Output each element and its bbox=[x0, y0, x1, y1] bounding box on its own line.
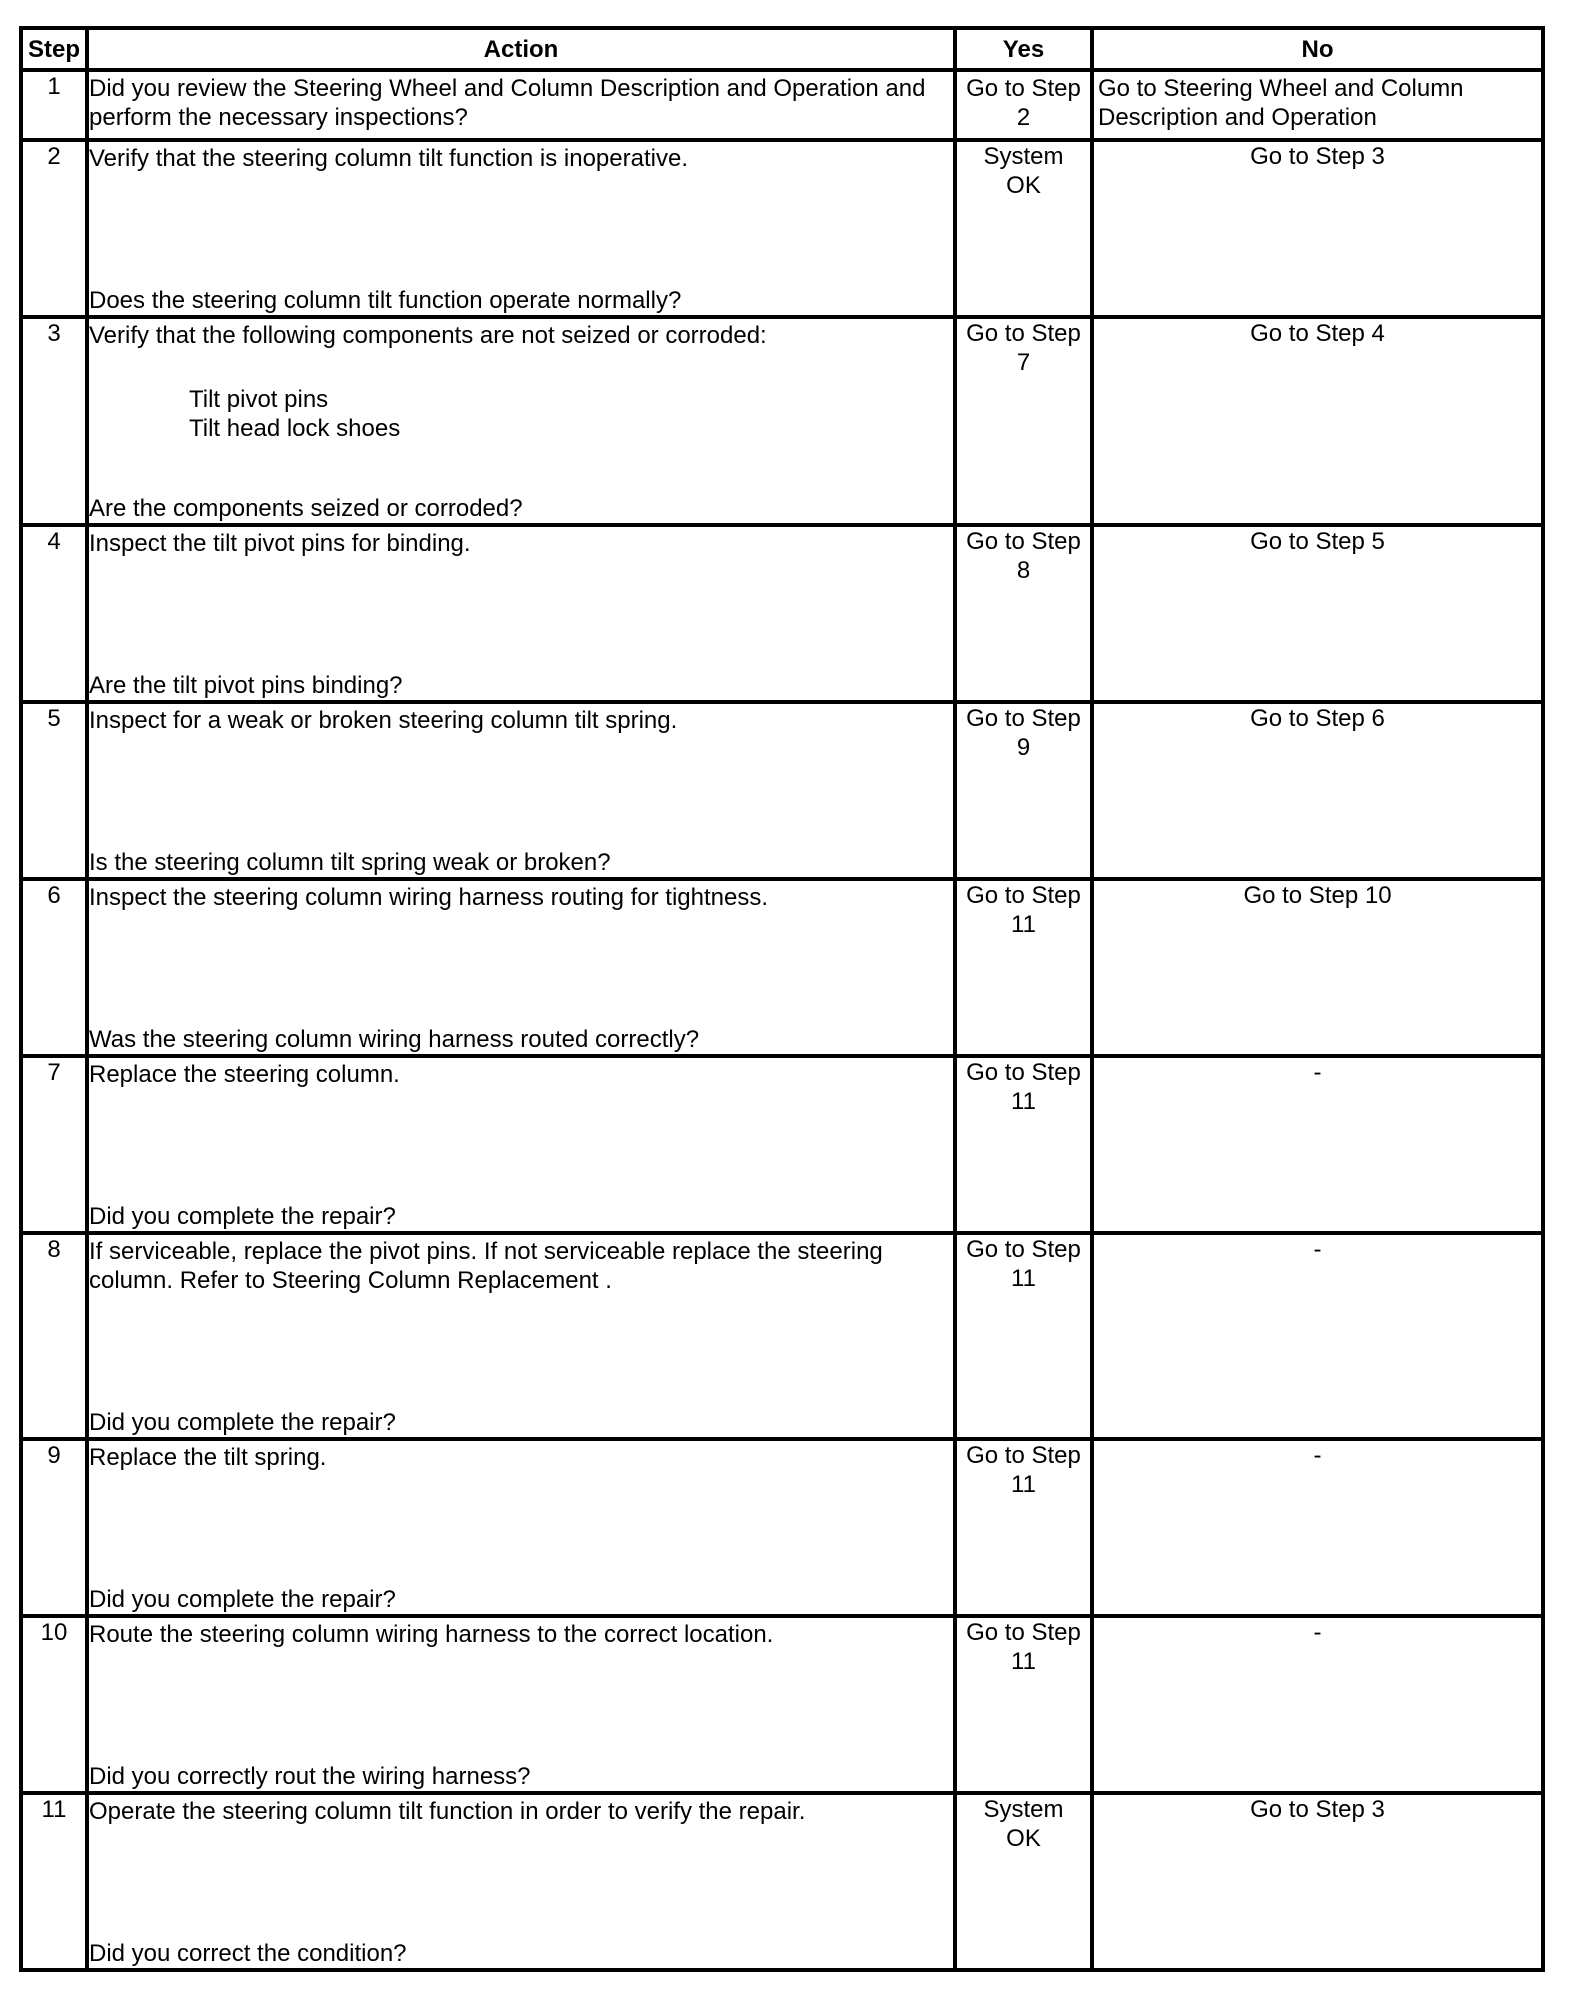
step-number: 3 bbox=[21, 317, 87, 525]
action-cell bbox=[87, 1439, 955, 1616]
action-cell bbox=[87, 70, 955, 140]
yes-text-line2: 7 bbox=[1016, 349, 1031, 376]
yes-cell bbox=[955, 140, 1092, 317]
header-no: No bbox=[1092, 28, 1543, 70]
yes-text-line1: Go to Step bbox=[966, 1442, 1081, 1469]
yes-text-line2: 11 bbox=[1011, 1088, 1036, 1115]
step-number: 10 bbox=[21, 1616, 87, 1793]
table-row bbox=[21, 525, 1543, 702]
yes-text-line1: Go to Step bbox=[966, 75, 1081, 102]
action-text: Replace the tilt spring. bbox=[89, 1444, 327, 1471]
action-text: Replace the steering column. bbox=[89, 1061, 400, 1088]
yes-text-line1: System bbox=[983, 1796, 1064, 1823]
yes-cell bbox=[955, 879, 1092, 1056]
action-text: Verify that the following components are not seized or corroded: bbox=[89, 322, 767, 349]
no-cell bbox=[1092, 702, 1543, 879]
action-question: Are the components seized or corroded? bbox=[89, 495, 523, 522]
action-cell bbox=[87, 1616, 955, 1793]
action-question: Is the steering column tilt spring weak or broken? bbox=[89, 849, 611, 876]
yes-cell bbox=[955, 702, 1092, 879]
action-cell bbox=[87, 879, 955, 1056]
no-cell bbox=[1092, 140, 1543, 317]
yes-text-line1: Go to Step bbox=[966, 882, 1081, 909]
action-question: Did you correctly rout the wiring harness? bbox=[89, 1763, 531, 1790]
yes-text-line2: 2 bbox=[1016, 104, 1031, 131]
action-text: Inspect the steering column wiring harness routing for tightness. bbox=[89, 884, 769, 911]
action-cell bbox=[87, 1056, 955, 1233]
table-row bbox=[21, 1793, 1543, 1970]
action-cell bbox=[87, 1233, 955, 1439]
header-step: Step bbox=[21, 28, 87, 70]
yes-text-line2: 8 bbox=[1016, 557, 1031, 584]
yes-text-line2: OK bbox=[1006, 172, 1041, 199]
no-cell bbox=[1092, 1439, 1543, 1616]
yes-cell bbox=[955, 317, 1092, 525]
table-row bbox=[21, 879, 1543, 1056]
yes-cell bbox=[955, 1616, 1092, 1793]
action-text: Verify that the steering column tilt function is inoperative. bbox=[89, 145, 688, 172]
table-row bbox=[21, 1233, 1543, 1439]
no-text: - bbox=[1313, 1059, 1322, 1086]
no-text: - bbox=[1313, 1619, 1322, 1646]
table-row bbox=[21, 1439, 1543, 1616]
action-text: Inspect for a weak or broken steering column tilt spring. bbox=[89, 707, 678, 734]
yes-cell bbox=[955, 1233, 1092, 1439]
yes-text-line1: Go to Step bbox=[966, 1236, 1081, 1263]
step-number: 11 bbox=[21, 1793, 87, 1970]
no-text: Go to Step 4 bbox=[1250, 320, 1385, 347]
action-text: Did you review the Steering Wheel and Column Description and Operation and perform the necessary inspections? bbox=[89, 75, 926, 131]
action-cell bbox=[87, 702, 955, 879]
action-cell bbox=[87, 140, 955, 317]
action-cell bbox=[87, 1793, 955, 1970]
yes-text-line1: Go to Step bbox=[966, 320, 1081, 347]
no-cell bbox=[1092, 1616, 1543, 1793]
action-text: If serviceable, replace the pivot pins. If not serviceable replace the steering column. Refer to Steering Column Replacement . bbox=[89, 1238, 883, 1294]
table-row bbox=[21, 70, 1543, 140]
yes-text-line1: Go to Step bbox=[966, 528, 1081, 555]
action-text: Inspect the tilt pivot pins for binding. bbox=[89, 530, 471, 557]
table-row bbox=[21, 702, 1543, 879]
no-cell bbox=[1092, 879, 1543, 1056]
no-text: Go to Step 5 bbox=[1250, 528, 1385, 555]
no-cell bbox=[1092, 1793, 1543, 1970]
action-text: Operate the steering column tilt function in order to verify the repair. bbox=[89, 1798, 806, 1825]
yes-text-line2: 11 bbox=[1011, 1265, 1036, 1292]
no-text: Go to Step 3 bbox=[1250, 143, 1385, 170]
yes-text-line1: Go to Step bbox=[966, 1619, 1081, 1646]
yes-text-line2: OK bbox=[1006, 1825, 1041, 1852]
yes-text-line1: Go to Step bbox=[966, 1059, 1081, 1086]
no-text: Go to Step 10 bbox=[1243, 882, 1392, 909]
yes-cell bbox=[955, 1793, 1092, 1970]
action-question: Does the steering column tilt function operate normally? bbox=[89, 287, 682, 314]
no-text: Go to Steering Wheel and Column Description and Operation bbox=[1098, 75, 1464, 131]
step-number: 8 bbox=[21, 1233, 87, 1439]
no-cell bbox=[1092, 317, 1543, 525]
list-item: Tilt pivot pins bbox=[189, 386, 329, 413]
step-number: 2 bbox=[21, 140, 87, 317]
yes-text-line2: 11 bbox=[1011, 1648, 1036, 1675]
component-list bbox=[189, 385, 400, 443]
no-cell bbox=[1092, 1056, 1543, 1233]
header-action: Action bbox=[87, 28, 955, 70]
yes-cell bbox=[955, 1056, 1092, 1233]
no-text: - bbox=[1313, 1236, 1322, 1263]
yes-cell bbox=[955, 70, 1092, 140]
action-cell bbox=[87, 525, 955, 702]
yes-text-line1: System bbox=[983, 143, 1064, 170]
yes-text-line2: 9 bbox=[1016, 734, 1031, 761]
no-cell bbox=[1092, 525, 1543, 702]
action-question: Did you complete the repair? bbox=[89, 1586, 396, 1613]
diagnostic-table bbox=[19, 26, 1545, 1972]
yes-text-line2: 11 bbox=[1011, 911, 1036, 938]
yes-cell bbox=[955, 525, 1092, 702]
header-yes: Yes bbox=[955, 28, 1092, 70]
yes-text-line2: 11 bbox=[1011, 1471, 1036, 1498]
table-row bbox=[21, 1616, 1543, 1793]
no-text: Go to Step 3 bbox=[1250, 1796, 1385, 1823]
list-item: Tilt head lock shoes bbox=[189, 415, 401, 442]
no-cell bbox=[1092, 70, 1543, 140]
no-cell bbox=[1092, 1233, 1543, 1439]
yes-cell bbox=[955, 1439, 1092, 1616]
step-number: 5 bbox=[21, 702, 87, 879]
no-text: Go to Step 6 bbox=[1250, 705, 1385, 732]
yes-text-line1: Go to Step bbox=[966, 705, 1081, 732]
table-row bbox=[21, 317, 1543, 525]
step-number: 6 bbox=[21, 879, 87, 1056]
action-question: Did you complete the repair? bbox=[89, 1203, 396, 1230]
header-row bbox=[21, 28, 1543, 70]
step-number: 4 bbox=[21, 525, 87, 702]
table-row bbox=[21, 140, 1543, 317]
action-question: Did you correct the condition? bbox=[89, 1940, 407, 1967]
step-number: 9 bbox=[21, 1439, 87, 1616]
no-text: - bbox=[1313, 1442, 1322, 1469]
action-text: Route the steering column wiring harness to the correct location. bbox=[89, 1621, 774, 1648]
step-number: 7 bbox=[21, 1056, 87, 1233]
action-question: Was the steering column wiring harness routed correctly? bbox=[89, 1026, 700, 1053]
step-number: 1 bbox=[21, 70, 87, 140]
action-cell bbox=[87, 317, 955, 525]
action-question: Did you complete the repair? bbox=[89, 1409, 396, 1436]
table-row bbox=[21, 1056, 1543, 1233]
action-question: Are the tilt pivot pins binding? bbox=[89, 672, 403, 699]
